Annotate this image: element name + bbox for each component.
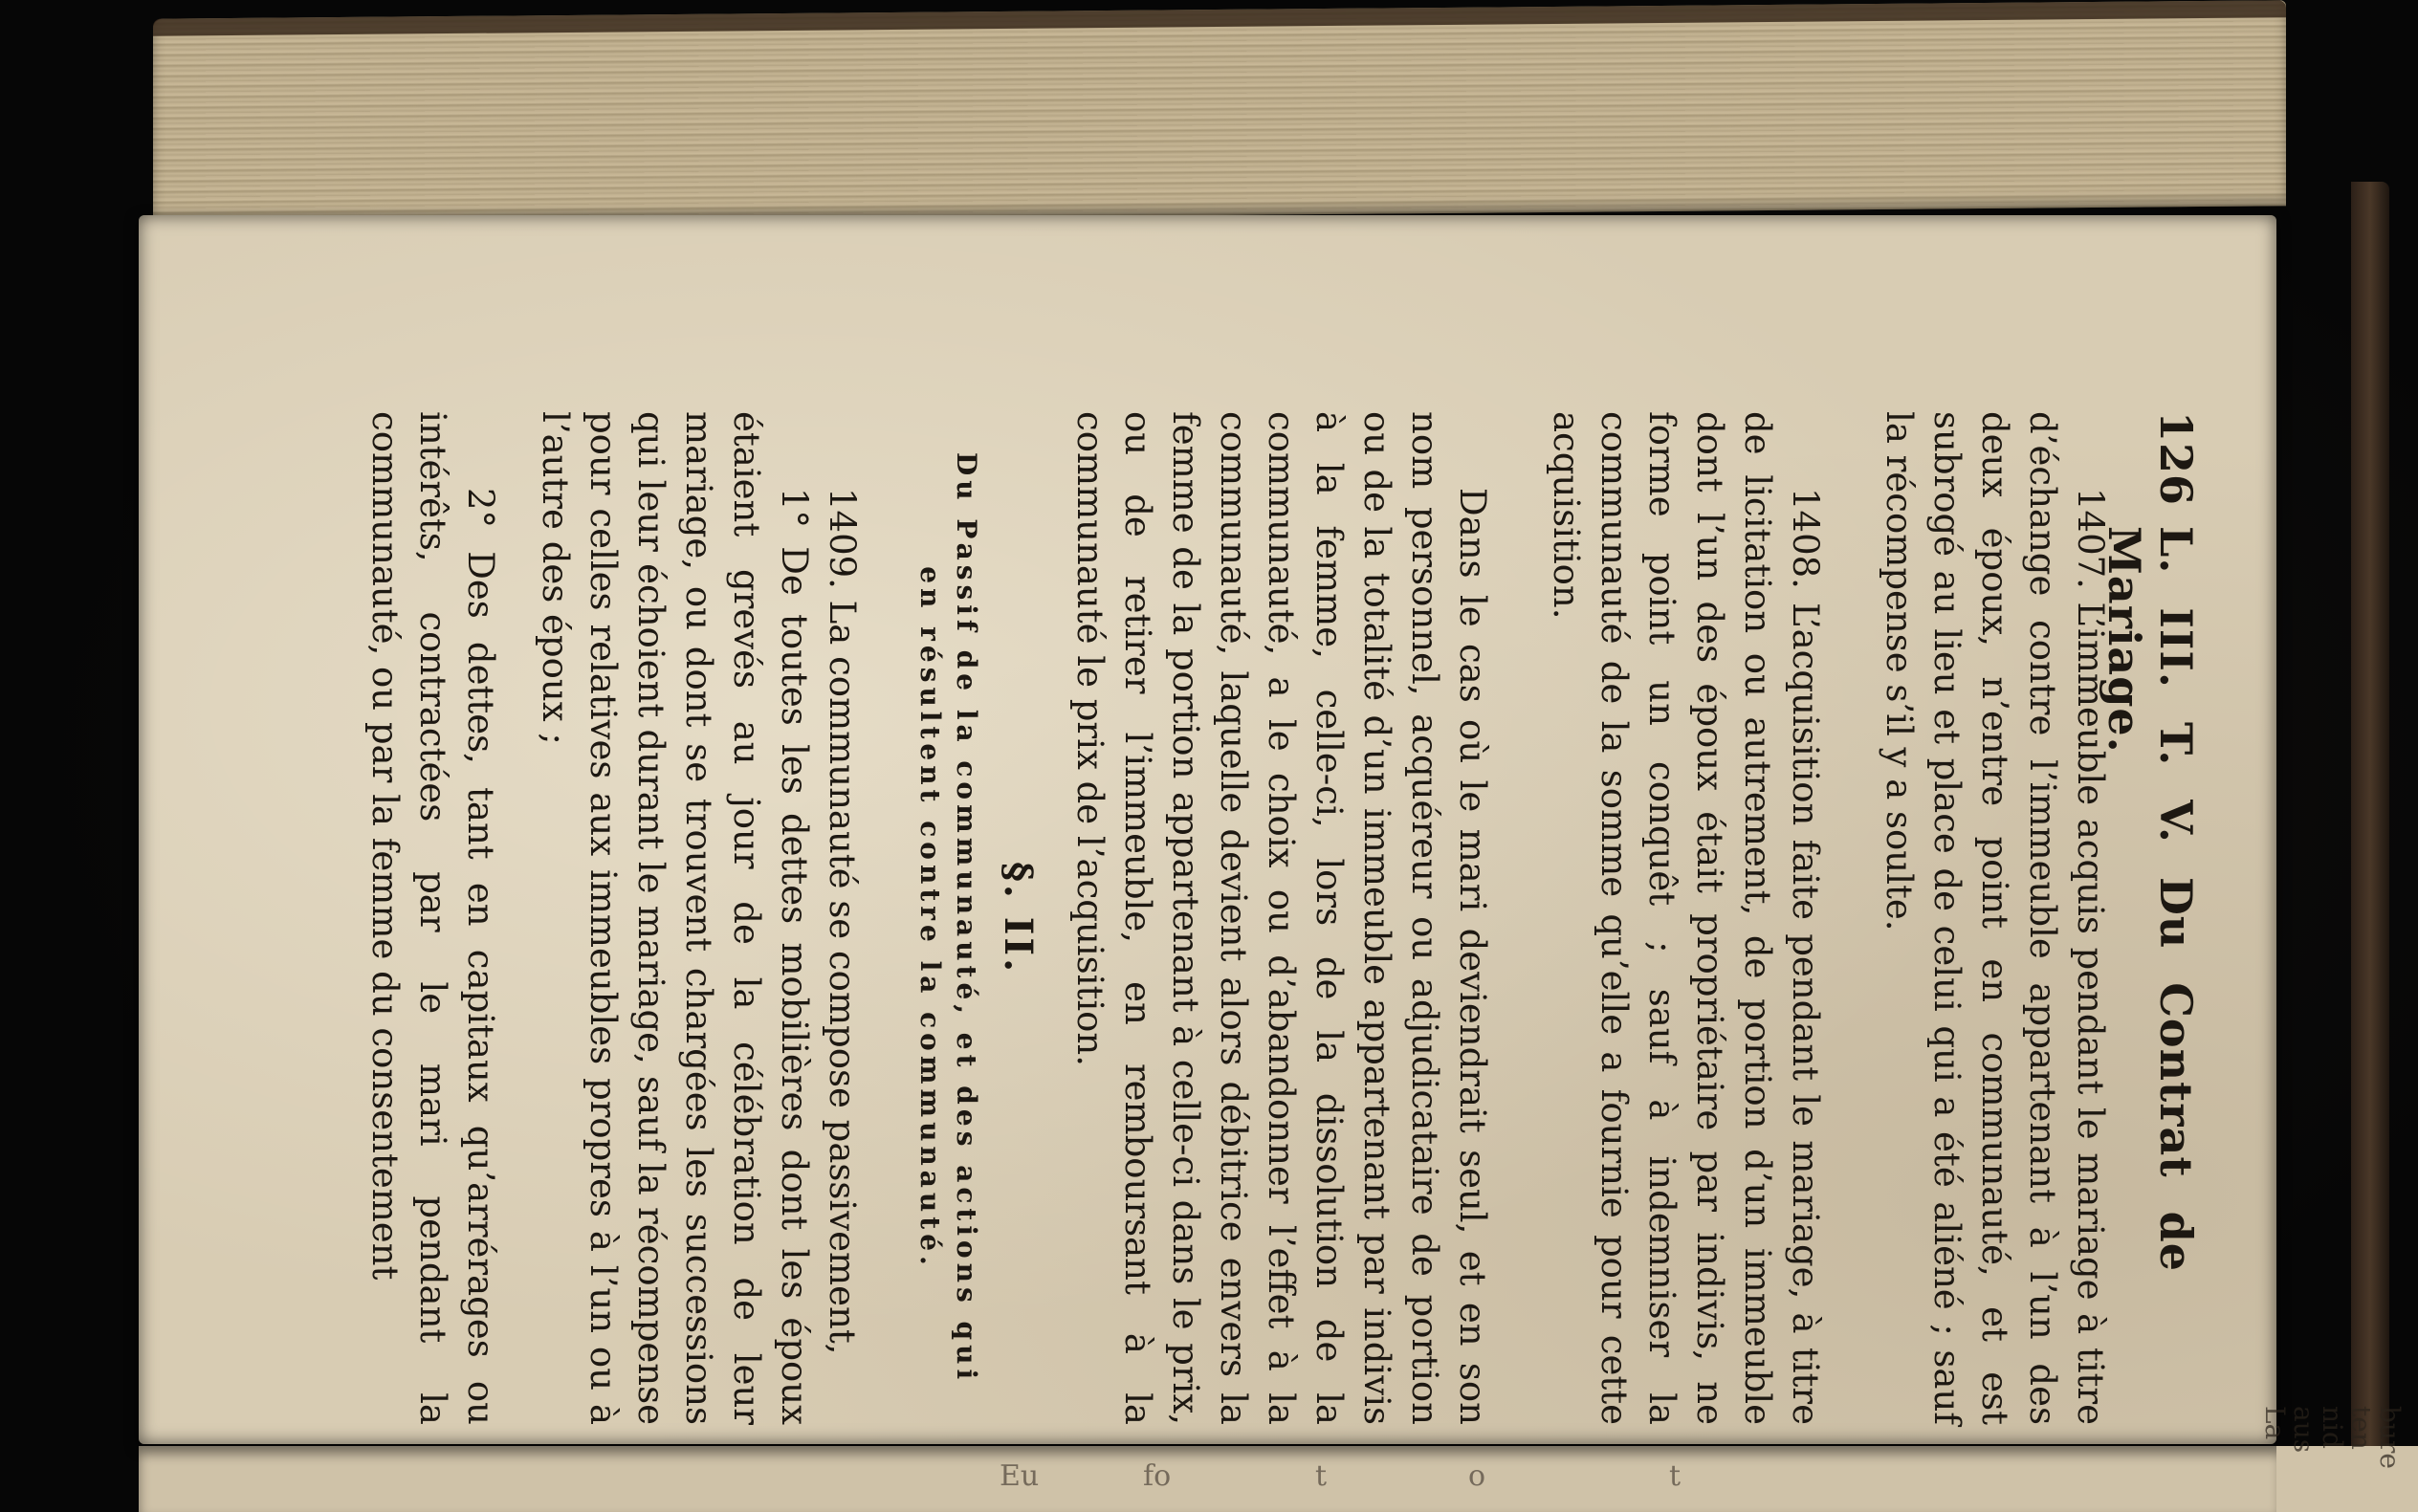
page-number: 126 (2150, 411, 2202, 507)
facing-fragment: Eu (1000, 1459, 1040, 1493)
article-1409-item-1: 1° De toutes les dettes mobilières dont les époux étaient grevés au jour de la célébration de leur mariage, ou dont se trouvent chargées les successions qui leur échoient durant le mariage, sauf la récompense pour celles relatives aux immeubles propres à l’un ou à l’autre des époux ; (535, 411, 815, 1425)
edge-fragment: aus (2288, 1406, 2319, 1454)
edge-fragment: bure (2374, 1406, 2406, 1469)
book-cover-edge (2351, 182, 2389, 1463)
article-1407: 1407. L’immeuble acquis pendant le mariage à titre d’échange contre l’immeuble appartenant à l’un des deux époux, n’entre point en communauté, et est subrogé au lieu et place de celui qui a été aliéné ; sauf la récompense s’il y a soulte. (1879, 411, 2111, 1425)
page-edges (153, 0, 2286, 224)
page-header (2099, 411, 2209, 1425)
section-title: Du Passif de la communauté, et des actions qui en résultent contre la communauté. (914, 451, 982, 1385)
facing-page (139, 1446, 2281, 1512)
running-head: L. III. T. V. Du Contrat de Mariage. (2099, 526, 2202, 1273)
facing-fragment: t (1315, 1459, 1328, 1493)
article-1408-paragraph-2: Dans le cas où le mari deviendrait seul, et en son nom personnel, acquéreur ou adjudicataire de portion ou de la totalité d’un immeuble appartenant par indivis à la femme, celle-ci, lors de la dissolution de la communauté, a le choix ou d’abandonner l’effet à la communauté, laquelle devient alors débitrice envers la femme de la portion appartenant à celle-ci dans le prix, ou de retirer l’immeuble, en remboursant à la communauté le prix de l’acquisition. (1069, 411, 1493, 1425)
edge-fragment: nid (2317, 1406, 2348, 1449)
article-1409-intro: 1409. La communauté se compose passivement, (822, 488, 863, 1355)
page-text-block (306, 411, 2209, 1425)
section-heading: §. II. (996, 861, 1041, 975)
facing-fragment: t (1669, 1459, 1682, 1493)
article-1409-item-2: 2° Des dettes, tant en capitaux qu’arrérages ou intérêts, contractées par le mari pendant la communauté, ou par la femme du consentement (364, 411, 501, 1425)
edge-fragment: La (2259, 1406, 2291, 1440)
article-1408-paragraph-1: 1408. L’acquisition faite pendant le mariage, à titre de licitation ou autrement, de portion d’un immeuble dont l’un des époux était propriétaire par indivis, ne forme point un conquêt ; sauf à indemniser la communauté de la somme qu’elle a fournie pour cette acquisition. (1546, 411, 1826, 1425)
facing-fragment: fo (1143, 1459, 1172, 1493)
edge-fragment: ten (2345, 1406, 2377, 1450)
facing-fragment: o (1468, 1459, 1486, 1493)
